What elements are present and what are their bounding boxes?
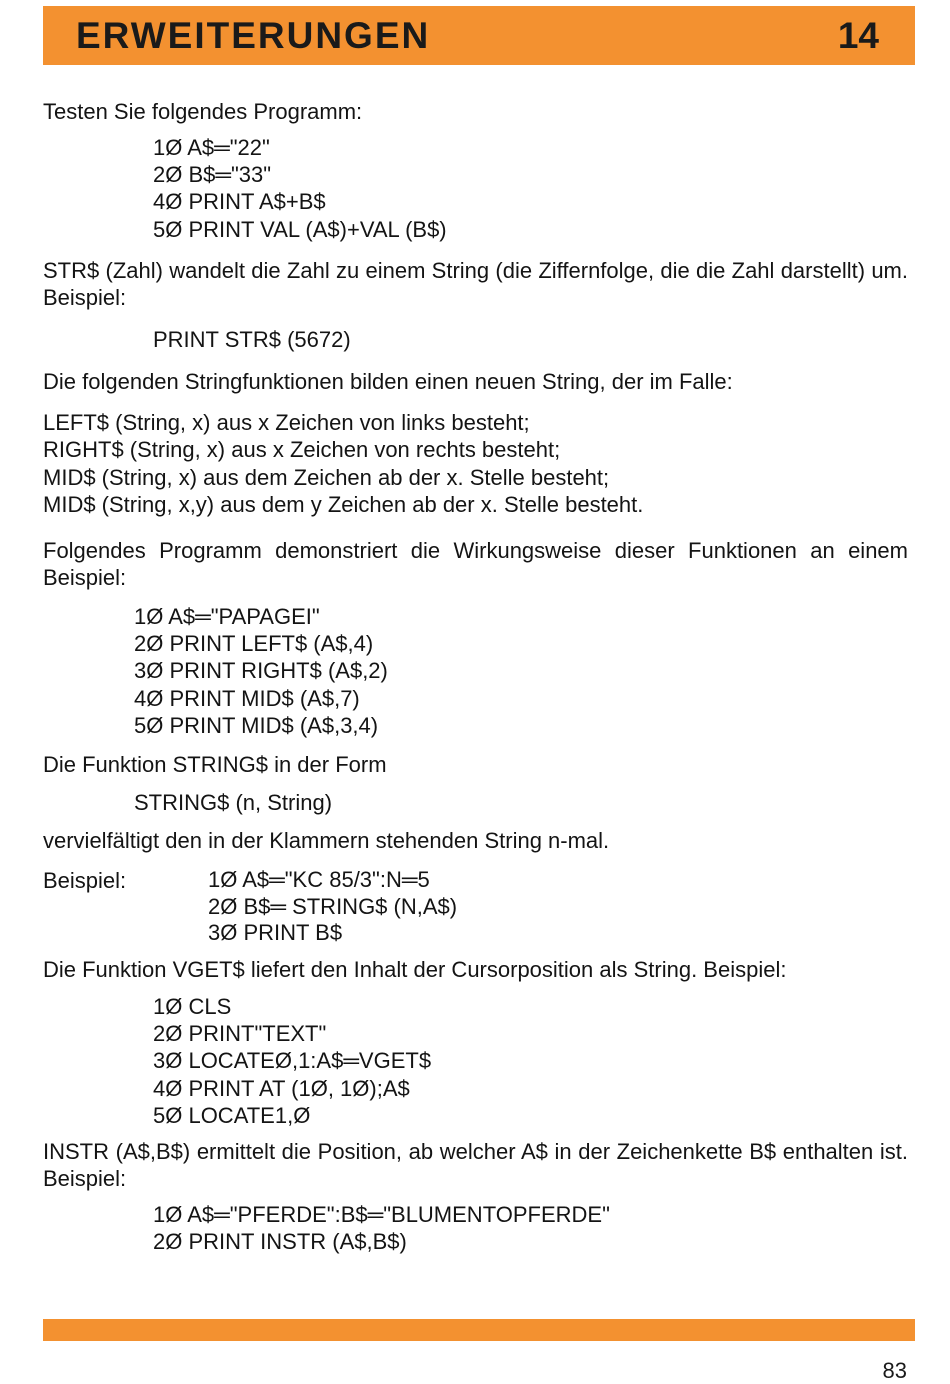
code-block-4: [153, 993, 431, 1129]
chapter-number: 14: [837, 15, 879, 56]
code-block-3: [208, 867, 457, 947]
code-block-2: [134, 603, 388, 739]
instr-paragraph: INSTR (A$,B$) ermittelt die Position, ab welcher A$ in der Zeichenkette B$ enthalten ist. Beispiel:: [43, 1139, 908, 1191]
stringfn-form: STRING$ (n, String): [134, 790, 333, 815]
chapter-title: ERWEITERUNGEN: [76, 15, 431, 56]
intro-text: Testen Sie folgendes Programm:: [43, 99, 363, 124]
example-label: Beispiel:: [43, 868, 127, 893]
code-line: 3Ø PRINT B$: [208, 920, 343, 946]
code-line: 2Ø PRINT"TEXT": [153, 1021, 327, 1047]
code-line: 1Ø A$═"KC 85/3":N═5: [208, 867, 430, 892]
list-item: RIGHT$ (String, x) aus x Zeichen von rechts besteht;: [43, 437, 561, 463]
code-line: 2Ø B$═ STRING$ (N,A$): [208, 893, 458, 919]
string-functions-intro: Die folgenden Stringfunktionen bilden einen neuen String, der im Falle:: [43, 369, 733, 394]
list-item: MID$ (String, x,y) aus dem y Zeichen ab der x. Stelle besteht.: [43, 491, 644, 517]
code-line: 2Ø PRINT INSTR (A$,B$): [153, 1228, 407, 1254]
code-line: 1Ø A$═"PFERDE":B$═"BLUMENTOPFERDE": [153, 1202, 610, 1227]
code-line: 5Ø PRINT VAL (A$)+VAL (B$): [153, 216, 447, 242]
code-line: 2Ø PRINT LEFT$ (A$,4): [134, 631, 374, 657]
code-line: 5Ø PRINT MID$ (A$,3,4): [134, 712, 379, 738]
code-line: 4Ø PRINT AT (1Ø, 1Ø);A$: [153, 1075, 410, 1101]
str-example: PRINT STR$ (5672): [153, 327, 351, 352]
code-line: 4Ø PRINT MID$ (A$,7): [134, 685, 360, 711]
page-number: 83: [882, 1358, 907, 1383]
code-line: 1Ø A$═"PAPAGEI": [134, 604, 320, 629]
stringfn-intro: Die Funktion STRING$ in der Form: [43, 752, 387, 777]
code-line: 2Ø B$═"33": [153, 162, 272, 188]
code-line: 1Ø CLS: [153, 994, 232, 1019]
code-block-5: [153, 1202, 610, 1255]
chapter-header-bar: [43, 6, 915, 65]
code-line: 3Ø PRINT RIGHT$ (A$,2): [134, 658, 388, 684]
code-line: 3Ø LOCATEØ,1:A$═VGET$: [153, 1048, 432, 1074]
footer-bar: [43, 1319, 915, 1341]
code-line: 5Ø LOCATE1,Ø: [153, 1102, 311, 1128]
code-block-1: [153, 134, 447, 243]
list-item: LEFT$ (String, x) aus x Zeichen von links besteht;: [43, 410, 530, 435]
str-paragraph: STR$ (Zahl) wandelt die Zahl zu einem String (die Ziffernfolge, die die Zahl darstellt) um. Beispiel:: [43, 258, 908, 310]
stringfn-description: vervielfältigt den in der Klammern stehenden String n-mal.: [43, 828, 610, 853]
demo-paragraph: Folgendes Programm demonstriert die Wirkungsweise dieser Funktionen an einem Beispiel:: [43, 538, 908, 590]
string-functions-list: [43, 409, 643, 518]
vget-paragraph: Die Funktion VGET$ liefert den Inhalt der Cursorposition als String. Beispiel:: [43, 957, 787, 982]
code-line: 1Ø A$═"22": [153, 135, 270, 160]
list-item: MID$ (String, x) aus dem Zeichen ab der x. Stelle besteht;: [43, 464, 610, 490]
code-line: 4Ø PRINT A$+B$: [153, 189, 326, 215]
